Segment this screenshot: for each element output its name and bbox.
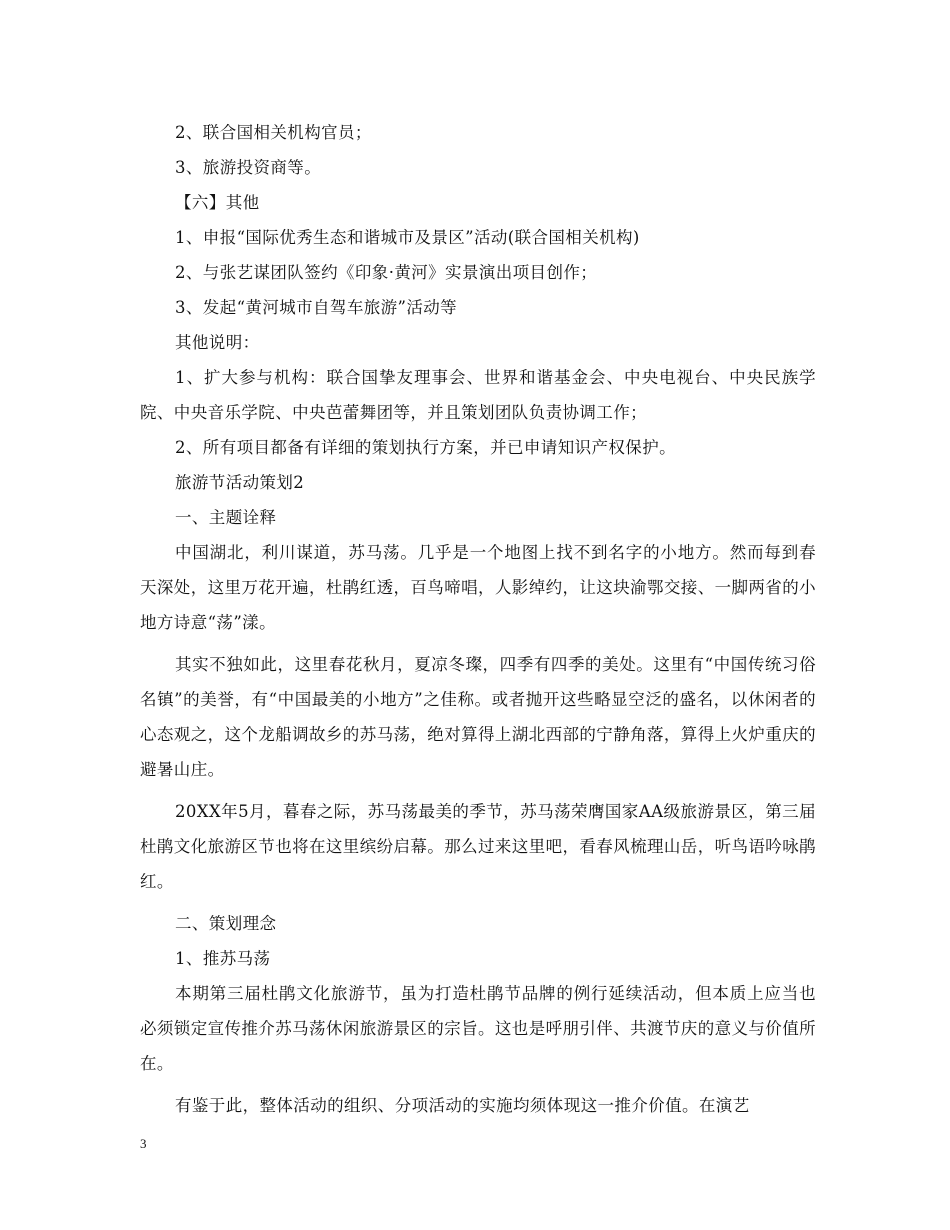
body-paragraph-concept-2: 有鉴于此，整体活动的组织、分项活动的实施均须体现这一推介价值。在演艺	[175, 1096, 750, 1115]
section-title-tourism-plan-2: 旅游节活动策划2	[175, 473, 305, 492]
paragraph-other-item-1: 1、申报“国际优秀生态和谐城市及景区”活动(联合国相关机构)	[175, 228, 640, 247]
other-notes-item-2: 2、所有项目都备有详细的策划执行方案，并已申请知识产权保护。	[175, 438, 676, 457]
subheading-planning-concept: 二、策划理念	[175, 914, 277, 933]
section-heading-other: 【六】其他	[175, 193, 260, 212]
paragraph-list-item-3: 3、旅游投资商等。	[175, 158, 322, 177]
paragraph-other-item-2: 2、与张艺谋团队签约《印象·黄河》实景演出项目创作；	[175, 263, 598, 282]
body-paragraph-concept-1: 本期第三届杜鹃文化旅游节，虽为打造杜鹃节品牌的例行延续活动，但本质上应当也必须锁定宣传推介苏马荡休闲旅游景区的宗旨。这也是呼朋引伴、共渡节庆的意义与价值所在。	[140, 984, 816, 1073]
body-paragraph-theme-1: 中国湖北，利川谋道，苏马荡。几乎是一个地图上找不到名字的小地方。然而每到春天深处，这里万花开遍，杜鹃红透，百鸟啼唱，人影绰约，让这块渝鄂交接、一脚两省的小地方诗意“荡”漾。	[140, 543, 816, 632]
page-number: 3	[140, 1136, 147, 1151]
body-paragraph-theme-2: 其实不独如此，这里春花秋月，夏凉冬璨，四季有四季的美处。这里有“中国传统习俗名镇”的美誉，有“中国最美的小地方”之佳称。或者抛开这些略显空泛的盛名，以休闲者的心态观之，这个龙船调故乡的苏马荡，绝对算得上湖北西部的宁静角落，算得上火炉重庆的避暑山庄。	[140, 655, 816, 779]
subheading-theme-interpretation: 一、主题诠释	[175, 508, 277, 527]
paragraph-list-item-2: 2、联合国相关机构官员；	[175, 123, 372, 142]
other-notes-heading: 其他说明：	[175, 333, 260, 352]
subheading-promote-sumadang: 1、推苏马荡	[175, 949, 271, 968]
document-body	[140, 115, 816, 1123]
other-notes-item-1: 1、扩大参与机构：联合国挚友理事会、世界和谐基金会、中央电视台、中央民族学院、中央音乐学院、中央芭蕾舞团等，并且策划团队负责协调工作；	[140, 368, 816, 422]
body-paragraph-theme-3: 20XX年5月，暮春之际，苏马荡最美的季节，苏马荡荣膺国家AA级旅游景区，第三届杜鹃文化旅游区节也将在这里缤纷启幕。那么过来这里吧，看春风梳理山岳，听鸟语吟咏鹃红。	[140, 802, 816, 891]
paragraph-other-item-3: 3、发起“黄河城市自驾车旅游”活动等	[175, 298, 458, 317]
